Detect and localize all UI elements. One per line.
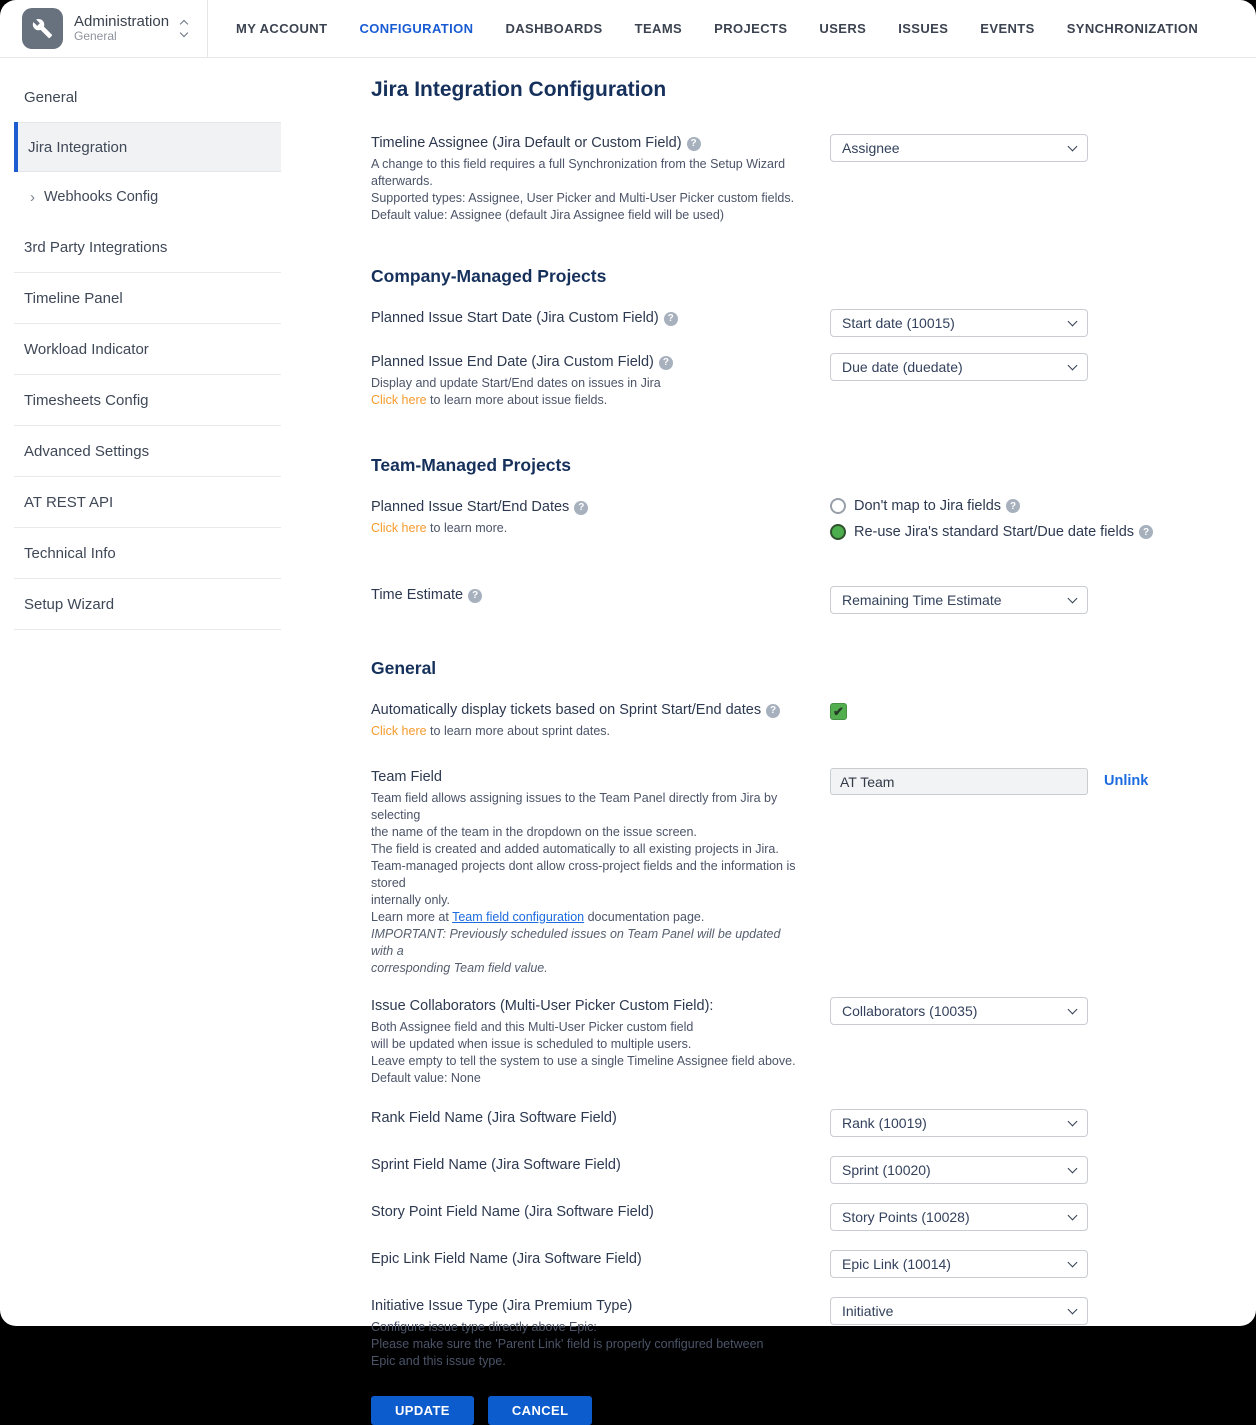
initiative-select[interactable]: Initiative	[830, 1297, 1088, 1325]
nav-item-configuration[interactable]: CONFIGURATION	[359, 20, 474, 36]
sidebar-item-label: Timeline Panel	[24, 289, 123, 307]
selector-chevrons-icon[interactable]	[181, 21, 187, 36]
wrench-icon	[22, 8, 63, 49]
sprint-select[interactable]: Sprint (10020)	[830, 1156, 1088, 1184]
team-field-important: IMPORTANT: Previously scheduled issues on Team Panel will be updated with a	[371, 927, 781, 958]
team-field-hint: internally only.	[371, 893, 450, 907]
sidebar-item-timeline-panel[interactable]	[14, 273, 281, 323]
help-icon[interactable]: ?	[1006, 499, 1020, 513]
sidebar-item-jira-integration[interactable]	[14, 122, 281, 172]
chevron-down-icon	[1068, 1258, 1078, 1268]
sidebar-item-workload-indicator[interactable]	[14, 324, 281, 374]
timeline-assignee-label: Timeline Assignee (Jira Default or Custom Field) ?	[371, 134, 806, 153]
help-icon[interactable]: ?	[687, 137, 701, 151]
app-meta	[74, 13, 169, 44]
main-content	[281, 58, 1256, 1425]
start-end-dates-label: Planned Issue Start/End Dates ?	[371, 498, 806, 517]
field-row-initiative	[371, 1297, 1216, 1370]
sidebar-item-label: Workload Indicator	[24, 340, 149, 358]
app-title: Administration	[74, 12, 170, 30]
sidebar-item-3rd-party-integrations[interactable]	[14, 222, 281, 272]
radio-option-dont-map[interactable]: Don't map to Jira fields ?	[830, 498, 1153, 514]
help-icon[interactable]: ?	[574, 501, 588, 515]
sidebar	[0, 58, 281, 630]
sidebar-item-setup-wizard[interactable]	[14, 579, 281, 629]
unlink-link[interactable]: Unlink	[1104, 773, 1149, 789]
nav-item-my-account[interactable]: MY ACCOUNT	[236, 20, 328, 36]
sidebar-item-label: Timesheets Config	[24, 391, 149, 409]
team-field-input[interactable]	[830, 768, 1088, 795]
initiative-hint: Epic and this issue type.	[371, 1354, 506, 1368]
field-row-sprint	[371, 1156, 1216, 1184]
sprint-auto-label: Automatically display tickets based on Sprint Start/End dates ?	[371, 701, 806, 720]
team-field-hint: Team field allows assigning issues to the Team Panel directly from Jira by selecting	[371, 791, 778, 822]
form-actions	[371, 1396, 1216, 1425]
help-icon[interactable]: ?	[659, 356, 673, 370]
chevron-down-icon	[1068, 1005, 1078, 1015]
cancel-button[interactable]: CANCEL	[488, 1396, 593, 1425]
radio-checked-icon[interactable]	[830, 524, 846, 540]
chevron-down-icon	[1068, 594, 1078, 604]
time-estimate-label: Time Estimate ?	[371, 586, 806, 605]
top-navigation	[0, 0, 1256, 58]
section-team-managed-projects: Team-Managed Projects	[371, 455, 572, 475]
time-estimate-select[interactable]: Remaining Time Estimate	[830, 586, 1088, 614]
chevron-down-icon	[1068, 317, 1078, 327]
nav-item-events[interactable]: EVENTS	[980, 20, 1035, 36]
field-row-start-end-dates	[371, 498, 1216, 550]
collaborators-label: Issue Collaborators (Multi-User Picker Custom Field):	[371, 998, 714, 1014]
team-field-hint: Team-managed projects dont allow cross-project fields and the information is stored	[371, 859, 796, 890]
team-field-hint: The field is created and added automatically to all existing projects in Jira.	[371, 842, 779, 856]
divider	[14, 629, 281, 630]
team-field-configuration-link[interactable]: Team field configuration	[452, 910, 585, 924]
update-button[interactable]: UPDATE	[371, 1396, 474, 1425]
initiative-hint: Please make sure the 'Parent Link' field is properly configured between	[371, 1337, 764, 1351]
sidebar-item-at-rest-api[interactable]	[14, 477, 281, 527]
sidebar-item-technical-info[interactable]	[14, 528, 281, 578]
nav-item-projects[interactable]: PROJECTS	[714, 20, 788, 36]
nav-item-issues[interactable]: ISSUES	[898, 20, 949, 36]
chevron-down-icon	[1068, 142, 1078, 152]
field-row-team-field	[371, 768, 1216, 977]
sprint-auto-hint: Click here to learn more about sprint dates.	[371, 724, 611, 738]
collaborators-hint: Both Assignee field and this Multi-User Picker custom field	[371, 1020, 694, 1034]
chevron-down-icon	[1068, 361, 1078, 371]
story-point-label: Story Point Field Name (Jira Software Field)	[371, 1204, 654, 1220]
help-icon[interactable]: ?	[664, 312, 678, 326]
start-date-label: Planned Issue Start Date (Jira Custom Field) ?	[371, 309, 806, 328]
nav-items	[220, 0, 1214, 58]
story-point-select[interactable]: Story Points (10028)	[830, 1203, 1088, 1231]
field-row-sprint-auto	[371, 701, 1216, 740]
sidebar-item-advanced-settings[interactable]	[14, 426, 281, 476]
click-here-link[interactable]: Click here	[371, 724, 427, 738]
collaborators-hint: Default value: None	[371, 1071, 481, 1085]
sprint-label: Sprint Field Name (Jira Software Field)	[371, 1157, 621, 1173]
field-row-start-date	[371, 309, 1216, 337]
help-icon[interactable]: ?	[766, 704, 780, 718]
sidebar-item-label: Jira Integration	[28, 138, 128, 156]
timeline-assignee-select[interactable]: Assignee	[830, 134, 1088, 162]
nav-item-users[interactable]: USERS	[819, 20, 867, 36]
start-end-dates-hint: Click here to learn more.	[371, 521, 508, 535]
app-switcher[interactable]	[0, 8, 207, 49]
chevron-down-icon	[1068, 1164, 1078, 1174]
field-row-timeline-assignee	[371, 134, 1216, 224]
page-title: Jira Integration Configuration	[371, 78, 667, 101]
rank-label: Rank Field Name (Jira Software Field)	[371, 1110, 617, 1126]
collaborators-hint: Leave empty to tell the system to use a single Timeline Assignee field above.	[371, 1054, 796, 1068]
team-field-hint: Learn more at Team field configuration documentation page.	[371, 910, 705, 924]
collaborators-hint: will be updated when issue is scheduled to multiple users.	[371, 1037, 692, 1051]
field-row-time-estimate	[371, 586, 1216, 614]
app-subtitle: General	[74, 29, 117, 44]
sidebar-item-label: 3rd Party Integrations	[24, 238, 168, 256]
sidebar-item-label: General	[24, 88, 78, 106]
initiative-label: Initiative Issue Type (Jira Premium Type)	[371, 1298, 633, 1314]
chevron-down-icon	[180, 29, 188, 37]
sidebar-item-label: Technical Info	[24, 544, 116, 562]
section-general: General	[371, 658, 437, 678]
field-row-epic-link	[371, 1250, 1216, 1278]
sprint-auto-checkbox[interactable]	[830, 703, 847, 720]
sidebar-item-timesheets-config[interactable]	[14, 375, 281, 425]
click-here-link[interactable]: Click here	[371, 521, 427, 535]
nav-divider	[207, 0, 208, 57]
timeline-assignee-hint: A change to this field requires a full Synchronization from the Setup Wizard afterwards.	[371, 157, 786, 188]
end-date-hint: Display and update Start/End dates on issues in Jira	[371, 376, 661, 390]
nav-item-dashboards[interactable]: DASHBOARDS	[505, 20, 603, 36]
help-icon[interactable]: ?	[1139, 525, 1153, 539]
radio-unchecked-icon[interactable]	[830, 498, 846, 514]
rank-select[interactable]: Rank (10019)	[830, 1109, 1088, 1137]
sidebar-item-label: Advanced Settings	[24, 442, 150, 460]
timeline-assignee-hint: Supported types: Assignee, User Picker and Multi-User Picker custom fields.	[371, 191, 795, 205]
sidebar-item-general[interactable]	[14, 72, 281, 122]
collaborators-select[interactable]: Collaborators (10035)	[830, 997, 1088, 1025]
sidebar-item-label: Setup Wizard	[24, 595, 115, 613]
field-row-rank	[371, 1109, 1216, 1137]
start-date-select[interactable]: Start date (10015)	[830, 309, 1088, 337]
sidebar-item-label: AT REST API	[24, 493, 114, 511]
team-field-label: Team Field	[371, 769, 442, 785]
chevron-up-icon	[180, 20, 188, 28]
team-field-important: corresponding Team field value.	[371, 961, 548, 975]
sidebar-item-label: Webhooks Config	[44, 189, 159, 205]
chevron-down-icon	[1068, 1117, 1078, 1127]
check-icon: ✔	[833, 704, 844, 719]
nav-item-teams[interactable]: TEAMS	[634, 20, 683, 36]
initiative-hint: Configure issue type directly above Epic:	[371, 1320, 597, 1334]
team-field-hint: the name of the team in the dropdown on the issue screen.	[371, 825, 697, 839]
chevron-right-icon: ›	[30, 188, 35, 206]
click-here-link[interactable]: Click here	[371, 393, 427, 407]
epic-link-label: Epic Link Field Name (Jira Software Field)	[371, 1251, 642, 1267]
chevron-down-icon	[1068, 1211, 1078, 1221]
end-date-label: Planned Issue End Date (Jira Custom Field) ?	[371, 353, 806, 372]
end-date-select[interactable]: Due date (duedate)	[830, 353, 1088, 381]
epic-link-select[interactable]: Epic Link (10014)	[830, 1250, 1088, 1278]
help-icon[interactable]: ?	[468, 589, 482, 603]
nav-item-synchronization[interactable]: SYNCHRONIZATION	[1066, 20, 1199, 36]
field-row-story-point	[371, 1203, 1216, 1231]
radio-option-reuse-jira-fields[interactable]: Re-use Jira's standard Start/Due date fields ?	[830, 524, 1153, 540]
field-row-collaborators	[371, 997, 1216, 1087]
field-row-end-date	[371, 353, 1216, 409]
timeline-assignee-hint: Default value: Assignee (default Jira Assignee field will be used)	[371, 208, 724, 222]
section-company-managed-projects: Company-Managed Projects	[371, 266, 607, 286]
chevron-down-icon	[1068, 1305, 1078, 1315]
sidebar-item-webhooks-config[interactable]	[14, 172, 281, 222]
end-date-hint: Click here to learn more about issue fields.	[371, 393, 608, 407]
